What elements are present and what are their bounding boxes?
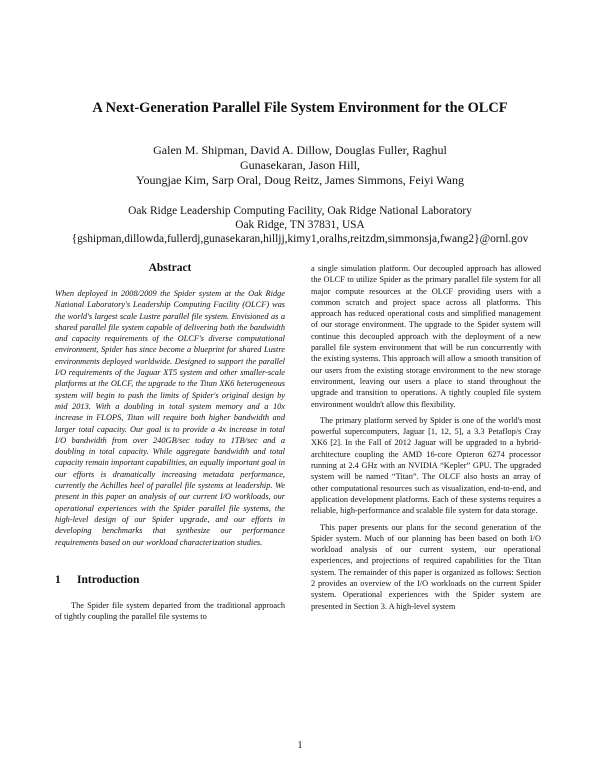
body-paragraph-3: This paper presents our plans for the second generation of the Spider system. Much of our planning has been based on both I/O workload analysis of our current system, our operational experiences, and projections of required capabilities for the Titan system. The remainder of this paper is organized as follows: Section 2 provides an overview of the I/O workloads on the current Spider system. Operational experiences with the Spider system are presented in Section 3. A high-level system (311, 522, 541, 611)
intro-section-number: 1 (55, 573, 61, 586)
page-number: 1 (297, 740, 303, 751)
abstract-text: When deployed in 2008/2009 the Spider system at the Oak Ridge National Laboratory's Leadership Computing Facility (OLCF) was the world's largest scale Lustre parallel file system. Envisioned as a shared parallel file system capable of delivering both the bandwidth and capacity requirements of the OLCF's diverse computational environment, Spider has since become a blueprint for shared Lustre environments deployed worldwide. Designed to support the parallel I/O requirements of the Jaguar XT5 system and other smaller-scale platforms at the OLCF, the upgrade to the Titan XK6 heterogeneous system will begin to push the limits of Spider's original design by mid 2013. With a doubling in total system memory and a 10x increase in FLOPS, Titan will require both higher bandwidth and larger total capacity. Our goal is to provide a 4x increase in total I/O bandwidth from over 240GB/sec today to 1TB/sec and a doubling in total capacity. While aggregate bandwidth and total capacity remain important capabilities, an equally important goal in our efforts is dramatically increasing metadata performance, currently the Achilles heel of parallel file systems at leadership. We present in this paper an analysis of our current I/O workloads, our operational experiences with the Spider parallel file systems, the high-level design of our Spider upgrade, and our efforts in developing benchmarks that synthesize our performance requirements based on our workload characterization studies. (55, 289, 285, 547)
body-paragraph-2: The primary platform served by Spider is one of the world's most powerful supercomputers, Jaguar [1, 12, 5], a 3.3 Petaflop/s Cray XK6 [2]. In the Fall of 2012 Jaguar will be upgraded to a hybrid-architecture coupling the AMD 16-core Opteron 6274 processor running at 2.4 GHz with an NVIDIA “Kepler” GPU. The upgraded system will be named “Titan”. The OLCF also hosts an array of other computational resources such as visualization, end-to-end, and application development platforms. Each of these systems requires a reliable, high-performance and scalable file system for data storage. (311, 415, 541, 516)
paper-title: A Next-Generation Parallel File System Environment for the OLCF (92, 100, 508, 116)
intro-heading (55, 574, 285, 586)
authors-line-1: Galen M. Shipman, David A. Dillow, Douglas Fuller, Raghul Gunasekaran, Jason Hill, (153, 143, 447, 172)
abstract-heading: Abstract (148, 262, 192, 274)
left-column (55, 262, 285, 627)
author-list (120, 143, 480, 188)
intro-section-title: Introduction (77, 573, 140, 586)
intro-paragraph: The Spider file system departed from the traditional approach of tightly coupling the parallel file systems to (55, 600, 285, 622)
affiliation (40, 204, 560, 246)
right-column (311, 263, 541, 617)
body-paragraph-1: a single simulation platform. Our decoupled approach has allowed the OLCF to utilize Spider as the primary parallel file system for all major compute resources at the OLCF providing users with a common scratch and project space across all platforms. This approach has reduced operational costs and simplified management of our storage environment. The upgrade to the Spider system will continue this decoupled approach with the deployment of a new parallel file system environment that will be run concurrently with the existing systems. This approach will allow a smooth transition of our users from the existing storage environment to the new storage environment, leaving our users a place to stand throughout the upgrade and transition to operations. A tightly coupled file system environment wouldn't allow this flexibility. (311, 264, 541, 409)
authors-line-2: Youngjae Kim, Sarp Oral, Doug Reitz, James Simmons, Feiyi Wang (136, 173, 464, 187)
affiliation-line-1: Oak Ridge Leadership Computing Facility, Oak Ridge National Laboratory (128, 205, 472, 217)
affiliation-line-2: Oak Ridge, TN 37831, USA (235, 219, 365, 231)
affiliation-emails: {gshipman,dillowda,fullerdj,gunasekaran,hilljj,kimy1,oralhs,reitzdm,simmonsja,fwang2}@ornl.gov (71, 233, 529, 245)
